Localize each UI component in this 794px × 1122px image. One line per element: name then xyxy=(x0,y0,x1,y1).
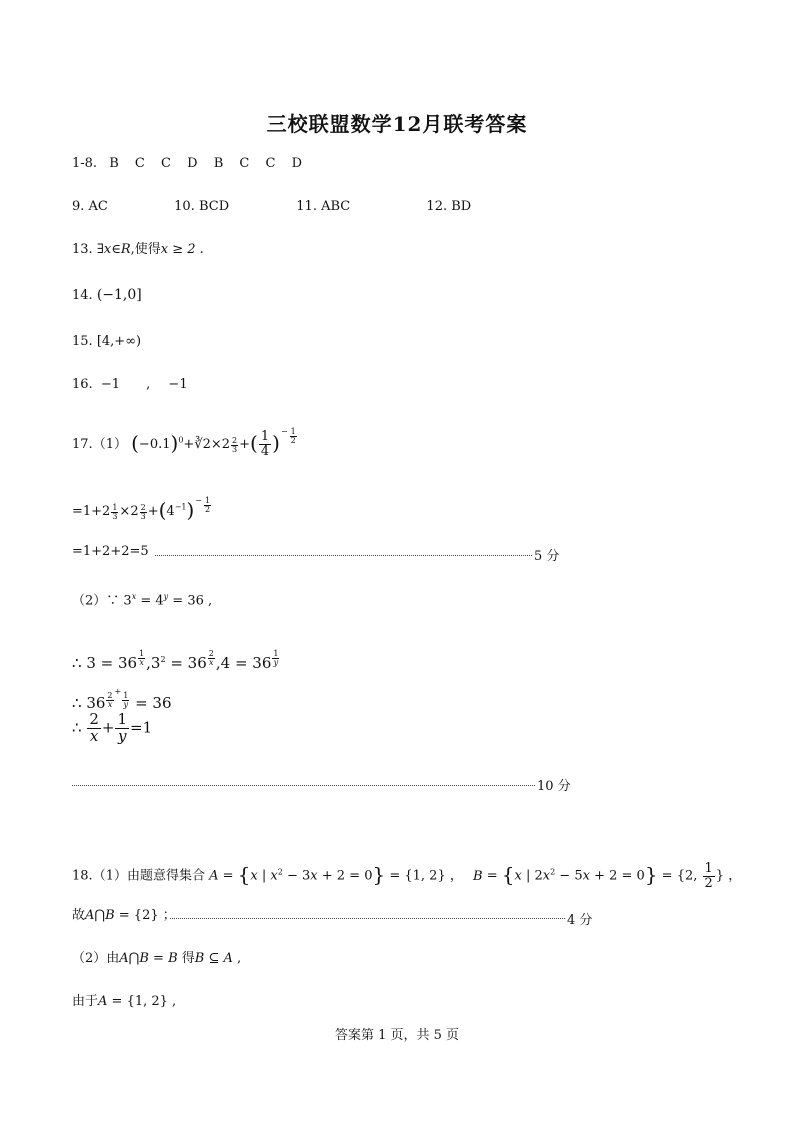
q15-line: 15. [4,+∞) xyxy=(72,334,142,349)
q18-line4: 由于A = {1, 2} , xyxy=(72,994,177,1009)
mc-answer: D xyxy=(291,156,303,171)
score-leader-dots xyxy=(72,785,535,786)
multi-answer-12: 12. BD xyxy=(426,199,472,214)
q16-line: 16. −1 , −1 xyxy=(72,377,188,392)
mc-answer: B xyxy=(213,156,224,171)
mc-answer: B xyxy=(109,156,119,171)
q17-score2: 10 分 xyxy=(537,779,571,794)
score-leader-dots xyxy=(155,555,532,556)
q17-score1: 5 分 xyxy=(534,549,560,564)
multi-answer-10: 10. BCD xyxy=(174,199,230,214)
mc-answer: C xyxy=(239,156,250,171)
multi-answer-9: 9. AC xyxy=(72,199,108,214)
mc-answers-row xyxy=(72,157,314,170)
q17-part1-line: 17.（1） $(-0.1)^0+∛2\times 2$ $\frac{2}{3}$ +( $\frac{1}{4}$ ) − $\frac{1}{2}$ xyxy=(72,427,296,459)
mc-label: 1-8. xyxy=(72,156,98,171)
q17-step1: =1+2 $\frac{1}{3}$ ×2 $\frac{2}{3}$ $+(4^{-1})-$ $\frac{1}{2}$ xyxy=(72,496,211,522)
q17-deduction2: ∴ 36 $\frac{2}{x}$ + $\frac{1}{y}$ = 36 xyxy=(72,687,172,712)
q17-expression: $(-0.1)^0+∛2\times 2$ $\frac{2}{3}$ +( $\frac{1}{4}$ ) − $\frac{1}{2}$ xyxy=(131,427,296,459)
score-leader-dots xyxy=(170,918,565,919)
mc-answer: C xyxy=(134,156,145,171)
q17-deduction3: ∴ $\frac{2}{x}$ + $\frac{1}{y}$ =1 xyxy=(72,710,153,745)
q18-line2: 故A⋂B = {2} ； xyxy=(72,908,176,923)
q18-score1: 4 分 xyxy=(567,913,593,928)
page-footer: 答案第 1 页，共 5 页 xyxy=(334,1028,460,1043)
q17-part2-line: （2）∵ $3^x = 4^y = 36$ , xyxy=(72,592,213,609)
q14-line: 14. (−1,0] xyxy=(72,287,142,303)
page-title: 三校联盟数学12月联考答案 xyxy=(266,112,528,136)
q18-part1-line: 18.（1）由题意得集合 A = {x | $x^2 - 3x + 2 = 0\} = \{1$, 2} ， B = {x | $2x^2 - 5x + 2 = 0\} = \{2$, $\frac{1}{2}$ } ， xyxy=(72,861,742,891)
mc-answer: C xyxy=(265,156,276,171)
q18-part2-line: （2）由A⋂B = B 得B ⊆ A , xyxy=(72,951,242,966)
mc-answer: C xyxy=(161,156,171,171)
q17-deduction1: ∴ 3 = 36 $\frac{1}{x}$ $,3^2 = 36$ $\frac{2}{x}$ ,4 = 36 $\frac{1}{y}$ xyxy=(72,649,279,672)
multi-answer-11: 11. ABC xyxy=(296,199,351,214)
q17-step2: =1+2+2=5 xyxy=(72,544,149,559)
multi-answers-row xyxy=(72,200,471,213)
q13-line: 13. ∃x∈R,使得x ≥ 2 . xyxy=(72,242,204,257)
mc-answer: D xyxy=(187,156,198,171)
